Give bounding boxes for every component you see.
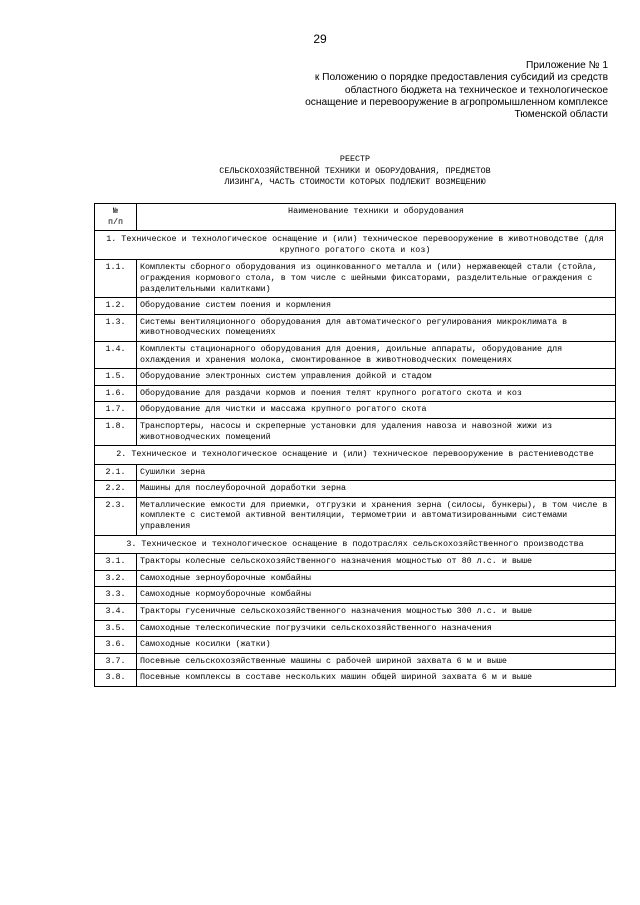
page-number: 29: [313, 32, 327, 46]
row-text: Оборудование для раздачи кормов и поения телят крупного рогатого скота и коз: [137, 385, 616, 402]
row-text: Системы вентиляционного оборудования для автоматического регулирования микроклимата в животноводческих помещениях: [137, 314, 616, 341]
header-num-line2: п/п: [107, 216, 124, 227]
table-row: [95, 298, 616, 315]
table-row: [95, 369, 616, 386]
row-text: Комплекты сборного оборудования из оцинкованного металла и (или) нержавеющей стали (стойла, ограждения кормового стола, в том числе с шейными фиксаторами, разделительные ограждения с разделительными калитками): [137, 260, 616, 298]
row-number: 3.1.: [95, 554, 137, 571]
row-text: Тракторы колесные сельскохозяйственного назначения мощностью от 80 л.с. и выше: [137, 554, 616, 571]
table-row: [95, 637, 616, 654]
appendix-header: [228, 60, 608, 121]
section-row: [95, 446, 616, 465]
row-number: 2.2.: [95, 481, 137, 498]
row-text: Оборудование для чистки и массажа крупного рогатого скота: [137, 402, 616, 419]
table-row: [95, 554, 616, 571]
row-number: 1.4.: [95, 341, 137, 368]
registry-title-line: ЛИЗИНГА, ЧАСТЬ СТОИМОСТИ КОТОРЫХ ПОДЛЕЖИТ ВОЗМЕЩЕНИЮ: [224, 177, 486, 188]
table-row: [95, 670, 616, 687]
row-number: 1.7.: [95, 402, 137, 419]
appendix-line: Тюменской области: [514, 109, 608, 121]
section-title: 1. Техническое и технологическое оснащение и (или) техническое перевооружение в животноводстве (для крупного рогатого скота и коз): [95, 231, 616, 260]
row-text: Самоходные кормоуборочные комбайны: [137, 587, 616, 604]
row-text: Оборудование электронных систем управления дойкой и стадом: [137, 369, 616, 386]
row-number: 2.1.: [95, 464, 137, 481]
row-number: 3.7.: [95, 653, 137, 670]
row-number: 1.3.: [95, 314, 137, 341]
row-text: Самоходные телескопические погрузчики сельскохозяйственного назначения: [137, 620, 616, 637]
appendix-line: Приложение № 1: [525, 60, 608, 71]
row-text: Самоходные косилки (жатки): [137, 637, 616, 654]
table-row: [95, 481, 616, 498]
table-row: [95, 385, 616, 402]
row-number: 1.5.: [95, 369, 137, 386]
table-row: [95, 570, 616, 587]
table-row: [95, 418, 616, 445]
header-name: Наименование техники и оборудования: [137, 204, 616, 231]
registry-title: [0, 154, 640, 189]
row-text: Сушилки зерна: [137, 464, 616, 481]
registry-table: [94, 203, 616, 687]
appendix-line: к Положению о порядке предоставления субсидий из средств: [314, 72, 608, 84]
registry-body: [95, 231, 616, 687]
table-row: [95, 497, 616, 535]
appendix-line: оснащение и перевооружение в агропромышленном комплексе: [305, 96, 608, 108]
table-row: [95, 314, 616, 341]
row-number: 1.1.: [95, 260, 137, 298]
row-number: 1.2.: [95, 298, 137, 315]
row-text: Самоходные зерноуборочные комбайны: [137, 570, 616, 587]
row-text: Металлические емкости для приемки, отгрузки и хранения зерна (силосы, бункеры), в том числе в комплекте с системой активной вентиляции, термометрии и автоматизированными системами управления: [137, 497, 616, 535]
row-text: Посевные комплексы в составе нескольких машин общей шириной захвата 6 м и выше: [137, 670, 616, 687]
table-row: [95, 260, 616, 298]
table-row: [95, 464, 616, 481]
row-number: 3.4.: [95, 604, 137, 621]
appendix-line: областного бюджета на техническое и технологическое: [344, 84, 608, 96]
table-row: [95, 620, 616, 637]
row-number: 1.8.: [95, 418, 137, 445]
row-text: Посевные сельскохозяйственные машины с рабочей шириной захвата 6 м и выше: [137, 653, 616, 670]
table-row: [95, 402, 616, 419]
table-header-row: [95, 204, 616, 231]
row-number: 1.6.: [95, 385, 137, 402]
row-text: Машины для послеуборочной доработки зерна: [137, 481, 616, 498]
row-text: Тракторы гусеничные сельскохозяйственного назначения мощностью 300 л.с. и выше: [137, 604, 616, 621]
row-number: 3.2.: [95, 570, 137, 587]
header-num: [95, 204, 137, 231]
section-row: [95, 535, 616, 554]
section-title: 3. Техническое и технологическое оснащение в подотраслях сельскохозяйственного производства: [95, 535, 616, 554]
table-row: [95, 587, 616, 604]
registry-title-line: СЕЛЬСКОХОЗЯЙСТВЕННОЙ ТЕХНИКИ И ОБОРУДОВАНИЯ, ПРЕДМЕТОВ: [219, 165, 491, 176]
row-number: 3.8.: [95, 670, 137, 687]
row-number: 2.3.: [95, 497, 137, 535]
table-row: [95, 653, 616, 670]
table-row: [95, 341, 616, 368]
row-text: Транспортеры, насосы и скреперные установки для удаления навоза и навозной жижи из животноводческих помещений: [137, 418, 616, 445]
header-num-line1: №: [112, 206, 119, 216]
section-row: [95, 231, 616, 260]
row-text: Комплекты стационарного оборудования для доения, доильные аппараты, оборудование для охлаждения и хранения молока, смонтированное в животноводческих помещениях: [137, 341, 616, 368]
table-row: [95, 604, 616, 621]
row-number: 3.6.: [95, 637, 137, 654]
row-number: 3.5.: [95, 620, 137, 637]
registry-title-line: РЕЕСТР: [339, 154, 371, 164]
section-title: 2. Техническое и технологическое оснащение и (или) техническое перевооружение в растениеводстве: [95, 446, 616, 465]
row-text: Оборудование систем поения и кормления: [137, 298, 616, 315]
row-number: 3.3.: [95, 587, 137, 604]
